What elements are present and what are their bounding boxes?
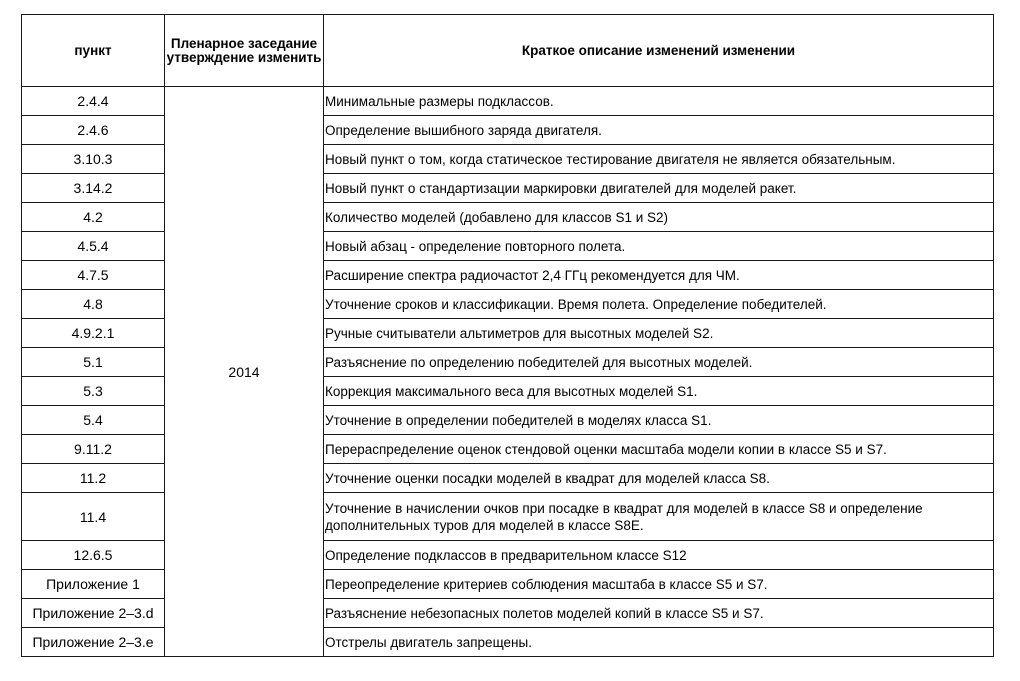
description-cell: Новый абзац - определение повторного полета. [324, 232, 994, 261]
description-cell: Определение вышибного заряда двигателя. [324, 116, 994, 145]
clause-cell: 5.4 [22, 406, 165, 435]
clause-cell: 9.11.2 [22, 435, 165, 464]
clause-cell: 2.4.6 [22, 116, 165, 145]
clause-cell: 2.4.4 [22, 87, 165, 116]
header-clause: пункт [22, 15, 165, 87]
table-row [22, 87, 994, 116]
description-cell: Новый пункт о том, когда статическое тестирование двигателя не является обязательным. [324, 145, 994, 174]
clause-cell: 11.2 [22, 464, 165, 493]
header-plenary: Пленарное заседание утверждение изменить [165, 15, 324, 87]
clause-cell: Приложение 2–3.d [22, 599, 165, 628]
description-cell: Расширение спектра радиочастот 2,4 ГГц рекомендуется для ЧМ. [324, 261, 994, 290]
clause-cell: 4.5.4 [22, 232, 165, 261]
clause-cell: 5.3 [22, 377, 165, 406]
description-cell: Ручные считыватели альтиметров для высотных моделей S2. [324, 319, 994, 348]
description-cell: Количество моделей (добавлено для классов S1 и S2) [324, 203, 994, 232]
clause-cell: 11.4 [22, 493, 165, 541]
clause-cell: 4.9.2.1 [22, 319, 165, 348]
clause-cell: Приложение 2–3.e [22, 628, 165, 657]
clause-cell: 4.2 [22, 203, 165, 232]
clause-cell: 12.6.5 [22, 541, 165, 570]
clause-cell: 5.1 [22, 348, 165, 377]
header-description: Краткое описание изменений изменении [324, 15, 994, 87]
description-cell: Разъяснение по определению победителей для высотных моделей. [324, 348, 994, 377]
description-cell: Уточнение в начислении очков при посадке в квадрат для моделей в классе S8 и определение дополнительных туров для моделей в классе S8E. [324, 493, 994, 541]
description-cell: Коррекция максимального веса для высотных моделей S1. [324, 377, 994, 406]
description-cell: Переопределение критериев соблюдения масштаба в классе S5 и S7. [324, 570, 994, 599]
description-cell: Отстрелы двигатель запрещены. [324, 628, 994, 657]
clause-cell: 4.7.5 [22, 261, 165, 290]
description-cell: Минимальные размеры подклассов. [324, 87, 994, 116]
clause-cell: 3.10.3 [22, 145, 165, 174]
description-cell: Перераспределение оценок стендовой оценки масштаба модели копии в классе S5 и S7. [324, 435, 994, 464]
plenary-year-cell: 2014 [165, 87, 324, 657]
clause-cell: 3.14.2 [22, 174, 165, 203]
table-body [22, 87, 994, 657]
description-cell: Определение подклассов в предварительном классе S12 [324, 541, 994, 570]
table-header-row [22, 15, 994, 87]
clause-cell: Приложение 1 [22, 570, 165, 599]
description-cell: Уточнение оценки посадки моделей в квадрат для моделей класса S8. [324, 464, 994, 493]
description-cell: Новый пункт о стандартизации маркировки двигателей для моделей ракет. [324, 174, 994, 203]
description-cell: Уточнение в определении победителей в моделях класса S1. [324, 406, 994, 435]
description-cell: Разъяснение небезопасных полетов моделей копий в классе S5 и S7. [324, 599, 994, 628]
changes-table [21, 14, 994, 657]
description-cell: Уточнение сроков и классификации. Время полета. Определение победителей. [324, 290, 994, 319]
clause-cell: 4.8 [22, 290, 165, 319]
